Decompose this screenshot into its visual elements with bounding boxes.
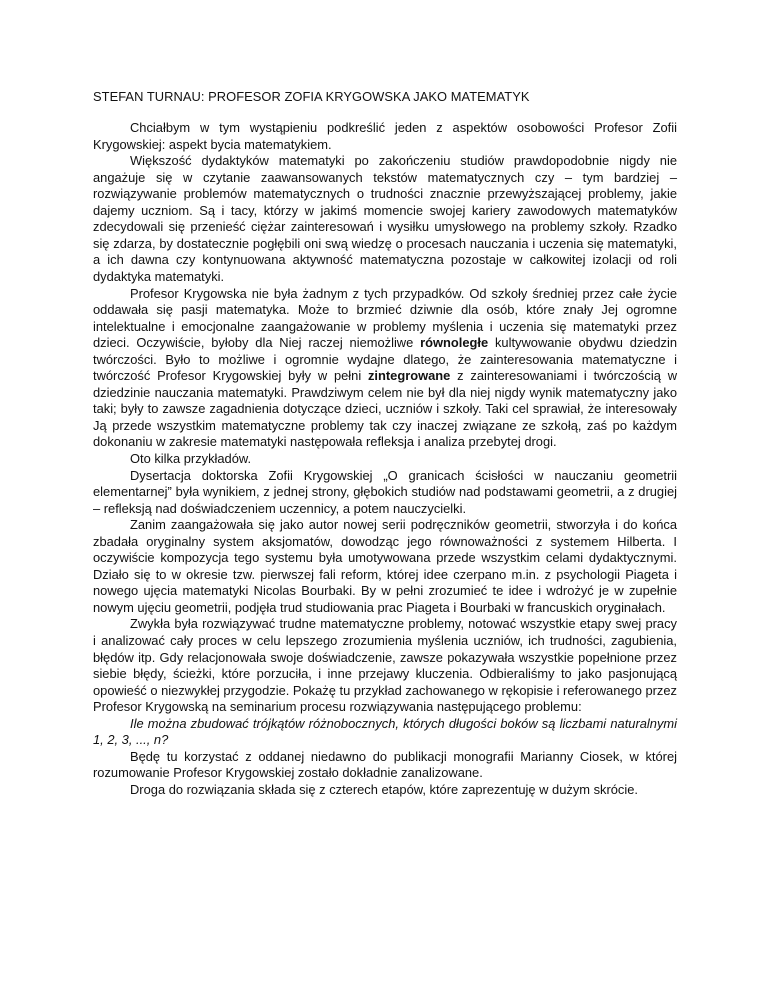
paragraph-text-segment: z zainteresowaniami i twórczością w dziedzinie nauczania matematyki. Prawdziwym celem nie był dla niej nigdy wynik matematyczny jako taki; były to zawsze zagadnienia dotyczące dzieci, uczniów i szkoły. Taki cel sprawiał, że interesowały Ją przede wszystkim matematyczne problemy tak czy inaczej związane ze szkołą, zaś po każdym dokonaniu w zakresie matematyki następowała refleksja i analiza przebytej drogi. <box>93 368 678 450</box>
paragraph-intro: Chciałbym w tym wystąpieniu podkreślić jeden z aspektów osobowości Profesor Zofii Krygowskiej: aspekt bycia matematykiem. <box>93 120 677 152</box>
document-title: STEFAN TURNAU: PROFESOR ZOFIA KRYGOWSKA JAKO MATEMATYK <box>93 89 530 104</box>
paragraph-examples: Oto kilka przykładów. <box>130 450 252 466</box>
paragraph-problem-statement: Ile można zbudować trójkątów różnobocznych, których długości boków są liczbami naturalnymi 1, 2, 3, ..., n? <box>93 715 677 748</box>
paragraph-didactics: Większość dydaktyków matematyki po zakończeniu studiów prawdopodobnie nigdy nie angażuje się w czytanie zaawansowanych tekstów matematycznych czy – tym bardziej – rozwiązywanie problemów matematycznych o trudności znacznie przewyższającej problemy, jakie dajemy uczniom. Są i tacy, którzy w jakimś momencie swojej kariery zawodowych matematyków zdecydowali się przenieść ciężar zainteresowań i wysiłku umysłowego na problemy szkoły. Rzadko się zdarza, by dostatecznie pogłębili oni swą wiedzę o procesach nauczania i uczenia się matematyki, a ich dawna czy kontynuowana aktywność matematyczna pozostaje w całkowitej izolacji od roli dydaktyka matematyki. <box>93 153 677 284</box>
paragraph-solution-stages: Droga do rozwiązania składa się z czterech etapów, które zaprezentuję w dużym skrócie. <box>130 781 638 797</box>
paragraph-dissertation: Dysertacja doktorska Zofii Krygowskiej „O granicach ścisłości w nauczaniu geometrii elementarnej” była wynikiem, z jednej strony, głębokich studiów nad podstawami geometrii, a z drugiej – refleksją nad doświadczeniem uczennicy, a potem nauczycielki. <box>93 467 677 516</box>
paragraph-krygowska-passion <box>93 286 677 451</box>
emphasis-zintegrowane: zintegrowane <box>367 368 451 384</box>
emphasis-rownolegle: równoległe <box>420 335 489 351</box>
document-page <box>93 89 677 798</box>
paragraph-text-segment: kultywowanie obydwu dziedzin twórczości. Było to możliwe i ogromnie wydajne dlatego, że zainteresowania matematyczne i twórczość Profesor Krygowskiej były w pełni <box>93 335 677 384</box>
paragraph-monograph: Będę tu korzystać z oddanej niedawno do publikacji monografii Marianny Ciosek, w której rozumowanie Profesor Krygowskiej zostało dokładnie zanalizowane. <box>93 748 677 781</box>
paragraph-axioms: Zanim zaangażowała się jako autor nowej serii podręczników geometrii, stworzyła i do końca zbadała oryginalny system aksjomatów, dowodząc jego równoważności z systemem Hilberta. I oczywiście kompozycja tego systemu była umotywowana przede wszystkim celami dydaktycznymi. Działo się to w okresie tzw. pierwszej fali reform, której idee czerpano m.in. z psychologii Piageta i nowego ujęcia matematyki Nicolas Bourbaki. By w pełni zrozumieć te idee i wdrożyć je w zupełnie nowym ujęciu geometrii, podjęła trud studiowania prac Piageta i Bourbaki w francuskich oryginałach. <box>93 517 677 615</box>
paragraph-problem-solving: Zwykła była rozwiązywać trudne matematyczne problemy, notować wszystkie etapy swej pracy i analizować cały proces w celu lepszego zrozumienia myślenia uczniów, ich trudności, zagubienia, błędów itp. Gdy relacjonowała swoje doświadczenie, zawsze pokazywała wszystkie popełnione przez siebie błędy, ścieżki, które porzuciła, i inne przejawy kluczenia. Odbieraliśmy to jako pasjonującą opowieść o niezwykłej przygodzie. Pokażę tu przykład zachowanego w rękopisie i referowanego przez Profesor Krygowską na seminarium procesu rozwiązywania następującego problemu: <box>93 616 677 715</box>
paragraph-text-segment: Profesor Krygowska nie była żadnym z tych przypadków. Od szkoły średniej przez całe życie oddawała się pasji matematyka. Może to brzmieć dziwnie dla osób, które znały Jej ogromne intelektualne i emocjonalne zaangażowanie w problemy myślenia i uczenia się matematyki przez dzieci. Oczywiście, byłoby dla Niej raczej niemożliwe <box>93 285 677 351</box>
